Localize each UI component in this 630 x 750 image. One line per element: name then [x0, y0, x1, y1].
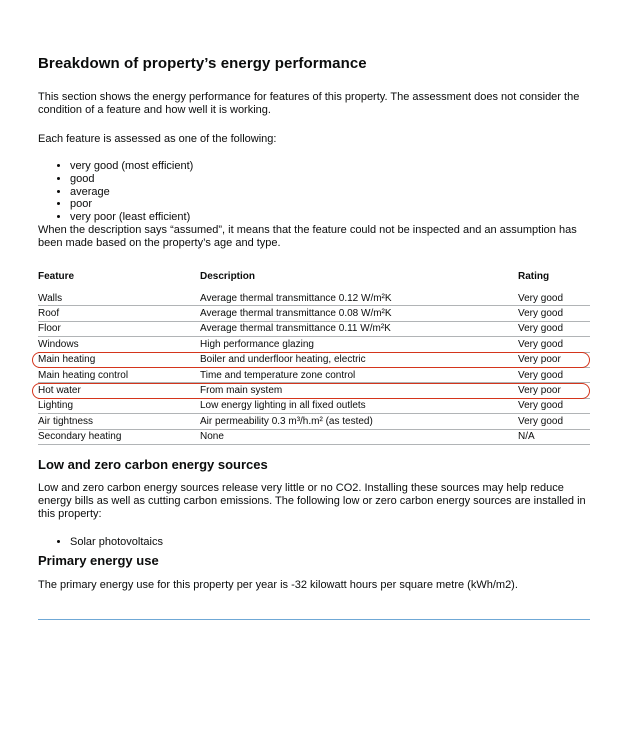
table-row	[38, 306, 590, 321]
list-item: • good	[70, 173, 193, 186]
table-row	[38, 398, 590, 413]
features-table	[38, 271, 590, 445]
feature-cell: Main heating	[38, 352, 200, 367]
low-carbon-text: Low and zero carbon energy sources release very little or no CO2. Installing these sources may help reduce energy bills as well as cutting carbon emissions. The following low or zero carbon energy sources are installed in this property:	[38, 482, 586, 520]
list-item: • poor	[70, 198, 193, 211]
rating-cell: Very good	[518, 367, 590, 382]
description-cell: None	[200, 429, 518, 444]
table-row	[38, 291, 590, 306]
rating-cell: Very good	[518, 306, 590, 321]
description-cell: Low energy lighting in all fixed outlets	[200, 398, 518, 413]
rating-levels-list	[38, 160, 193, 224]
feature-cell: Secondary heating	[38, 429, 200, 444]
rating-cell: Very good	[518, 291, 590, 306]
rating-cell: Very good	[518, 398, 590, 413]
rating-cell: N/A	[518, 429, 590, 444]
rating-cell: Very good	[518, 321, 590, 336]
description-cell: Time and temperature zone control	[200, 367, 518, 382]
section-divider	[38, 619, 590, 620]
rating-cell: Very good	[518, 337, 590, 352]
list-item: • very good (most efficient)	[70, 160, 193, 173]
table-row	[38, 414, 590, 429]
description-cell: Average thermal transmittance 0.11 W/m²K	[200, 321, 518, 336]
intro-text: This section shows the energy performance for features of this property. The assessment does not consider the condition of a feature and how well it is working.	[38, 91, 580, 116]
description-cell: Average thermal transmittance 0.08 W/m²K	[200, 306, 518, 321]
primary-energy-text: The primary energy use for this property per year is -32 kilowatt hours per square metre (kWh/m2).	[38, 579, 518, 591]
table-row	[38, 383, 590, 398]
list-item: • very poor (least efficient)	[70, 211, 193, 224]
feature-cell: Walls	[38, 291, 200, 306]
rating-cell: Very poor	[518, 352, 590, 367]
description-cell: From main system	[200, 383, 518, 398]
description-cell: Air permeability 0.3 m³/h.m² (as tested)	[200, 414, 518, 429]
column-header-description: Description	[200, 271, 256, 282]
feature-cell: Windows	[38, 337, 200, 352]
rating-cell: Very good	[518, 414, 590, 429]
description-cell: Boiler and underfloor heating, electric	[200, 352, 518, 367]
primary-energy-heading: Primary energy use	[38, 553, 159, 568]
feature-cell: Main heating control	[38, 367, 200, 382]
assumed-note: When the description says “assumed”, it means that the feature could not be inspected and an assumption has been made based on the property’s age and type.	[38, 224, 577, 249]
table-row	[38, 321, 590, 336]
list-item: • Solar photovoltaics	[70, 536, 163, 549]
column-header-rating: Rating	[518, 271, 550, 282]
feature-cell: Lighting	[38, 398, 200, 413]
rating-cell: Very poor	[518, 383, 590, 398]
table-row	[38, 429, 590, 444]
assessed-intro-text: Each feature is assessed as one of the following:	[38, 133, 277, 145]
description-cell: Average thermal transmittance 0.12 W/m²K	[200, 291, 518, 306]
page-title: Breakdown of property’s energy performance	[38, 55, 367, 72]
column-header-feature: Feature	[38, 271, 75, 282]
table-header-row	[38, 271, 590, 291]
table-row	[38, 367, 590, 382]
feature-cell: Floor	[38, 321, 200, 336]
table-row	[38, 352, 590, 367]
feature-cell: Air tightness	[38, 414, 200, 429]
feature-cell: Roof	[38, 306, 200, 321]
feature-cell: Hot water	[38, 383, 200, 398]
description-cell: High performance glazing	[200, 337, 518, 352]
low-carbon-sources-list	[38, 536, 163, 549]
table-row	[38, 337, 590, 352]
list-item: • average	[70, 186, 193, 199]
low-carbon-heading: Low and zero carbon energy sources	[38, 457, 268, 472]
